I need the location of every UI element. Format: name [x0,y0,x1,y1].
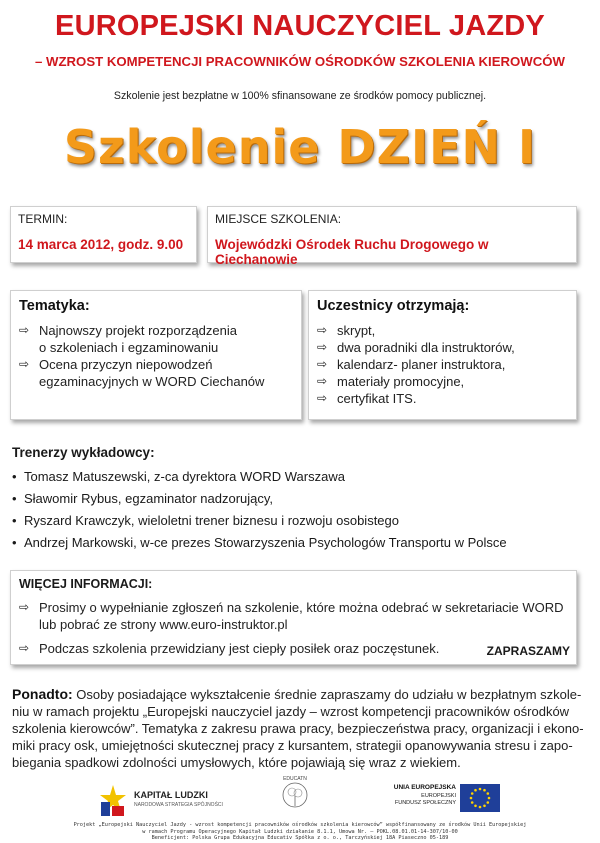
termin-box [10,206,197,263]
logos-strip [0,772,600,822]
funding-note: Szkolenie jest bezpłatne w 100% sfinansowane ze środków pomocy publicznej. [113,90,487,102]
arrow-right-icon: ⇨ [317,374,328,388]
list-item: ⇨ skrypt, [317,323,376,338]
bullet-icon: • [12,535,17,550]
termin-label: TERMIN: [18,212,68,226]
list-item: ⇨ certyfikat ITS. [317,391,417,406]
arrow-right-icon: ⇨ [19,641,30,655]
more-info-box [10,570,577,665]
list-item: • Sławomir Rybus, egzaminator nadzorujący, [12,488,592,510]
invite-text: ZAPRASZAMY [486,644,570,658]
training-day-banner: Szkolenie DZIEŃ I [63,120,537,174]
main-title: EUROPEJSKI NAUCZYCIEL JAZDY [55,10,545,42]
arrow-right-icon: ⇨ [19,323,30,337]
trainers-heading: Trenerzy wykładowcy: [12,445,155,460]
list-item: ⇨ Najnowszy projekt rozporządzenia o szkoleniach i egzaminowaniu [19,323,237,355]
bullet-icon: • [12,513,17,528]
tematyka-box [10,290,302,420]
list-item: ⇨ Podczas szkolenia przewidziany jest ciepły posiłek oraz poczęstunek. [19,641,440,656]
edukacja-logo-text: EDUCATN [283,776,307,782]
uczestnicy-box [308,290,577,420]
list-item: • Tomasz Matuszewski, z-ca dyrektora WORD Warszawa [12,466,592,488]
more-info-heading: WIĘCEJ INFORMACJI: [19,577,153,591]
list-item: ⇨ kalendarz- planer instruktora, [317,357,506,372]
list-item: • Andrzej Markowski, w-ce prezes Stowarzyszenia Psychologów Transportu w Polsce [12,532,592,554]
tematyka-heading: Tematyka: [19,298,90,314]
list-item: ⇨ materiały promocyjne, [317,374,465,389]
uczestnicy-heading: Uczestnicy otrzymają: [317,298,470,314]
ue-title: UNIA EUROPEJSKA [393,784,456,791]
kapital-ludzki-logo [98,780,238,820]
list-item: ⇨ Prosimy o wypełnianie zgłoszeń na szkolenie, które można odebrać w sekretariacie WORD lub pobrać ze strony www.euro-instruktor.pl [19,600,564,632]
bullet-icon: • [12,469,17,484]
arrow-right-icon: ⇨ [19,357,30,371]
list-item: ⇨ dwa poradniki dla instruktorów, [317,340,515,355]
tree-icon [280,782,310,814]
kapital-ludzki-emblem-icon [98,782,128,818]
list-item: • Ryszard Krawczyk, wieloletni trener biznesu i rozwoju osobistego [12,510,592,532]
list-item: ⇨ Ocena przyczyn niepowodzeń egzaminacyjnych w WORD Ciechanów [19,357,265,389]
miejsce-value: Wojewódzki Ośrodek Ruchu Drogowego w Ciechanowie [215,237,489,267]
arrow-right-icon: ⇨ [317,391,328,405]
ue-subtitle-2: FUNDUSZ SPOŁECZNY [394,800,456,806]
ue-subtitle-1: EUROPEJSKI [421,793,456,799]
termin-value: 14 marca 2012, godz. 9.00 [18,237,184,252]
miejsce-label: MIEJSCE SZKOLENIA: [215,212,342,226]
additional-info-paragraph: Ponadto: Osoby posiadające wykształcenie średnie zapraszamy do udziału w bezpłatnym szkole- niu w ramach projektu „Europejski nauczyciel jazdy – wzrost kompetencji pracowników ośrodków szkolenia kierowców”. Tematyka z zakresu prawa pracy, bezpieczeństwa pracy, organizacji i ekono- miki pracy osk, umiejętności skutecznej pracy z kursantem, strategii opanowywania stresu i zapo- biegania spadkowi zdolności umysłowych, które pojawiają się wraz z wiekiem. [12,686,584,770]
arrow-right-icon: ⇨ [317,340,328,354]
unia-europejska-logo [374,784,500,820]
eu-flag-icon [460,784,500,812]
trainers-section [12,445,592,554]
arrow-right-icon: ⇨ [19,600,30,614]
kapital-ludzki-subtitle: NARODOWA STRATEGIA SPÓJNOŚCI [134,802,223,808]
footer-note: Projekt „Europejski Nauczyciel Jazdy - wzrost kompetencji pracowników ośrodków szkolenia kierowców” współfinansowany ze środków Unii Europejskiej w ramach Programu Operacyjnego Kapitał Ludzki działanie 8.1.1, Umowa Nr. – POKL.08.01.01-14-307/10-00 Beneficjent: Polska Grupa Edukacyjna Educativ Spółka z o. o., Tarczyńskiej 18A Piaseczno 05-189 [73,822,527,841]
bullet-icon: • [12,491,17,506]
miejsce-box [207,206,577,267]
arrow-right-icon: ⇨ [317,357,328,371]
edukacja-logo [278,776,312,820]
kapital-ludzki-title: KAPITAŁ LUDZKI [134,790,208,800]
main-subtitle: – WZROST KOMPETENCJI PRACOWNIKÓW OŚRODKÓW SZKOLENIA KIEROWCÓW [35,54,565,69]
arrow-right-icon: ⇨ [317,323,328,337]
ponadto-lead: Ponadto: [12,686,73,702]
